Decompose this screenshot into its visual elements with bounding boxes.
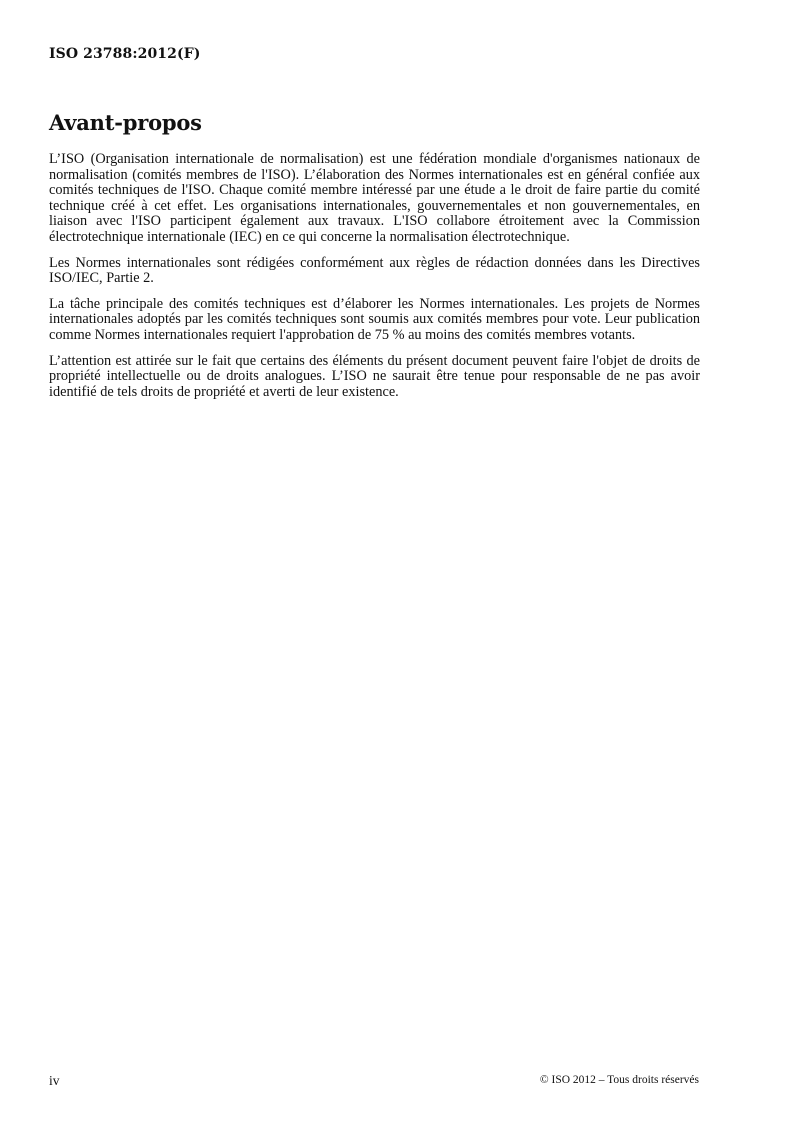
document-identifier: ISO 23788:2012(F): [49, 46, 201, 62]
page-title: Avant-propos: [49, 110, 202, 135]
paragraph-iso-organisation: L’ISO (Organisation internationale de normalisation) est une fédération mondiale d'organismes nationaux de normalisation (comités membres de l'ISO). L’élaboration des Normes internationales est en général confiée aux comités techniques de l'ISO. Chaque comité membre intéressé par une étude a le droit de faire partie du comité technique créé à cet effet. Les organisations internationales, gouvernementales et non gouvernementales, en liaison avec l'ISO participent également aux travaux. L'ISO collabore étroitement avec la Commission électrotechnique internationale (IEC) en ce qui concerne la normalisation électrotechnique.: [49, 151, 700, 245]
copyright-notice: © ISO 2012 – Tous droits réservés: [539, 1074, 699, 1086]
body-text: [49, 152, 700, 410]
paragraph-drafting-rules: Les Normes internationales sont rédigées conformément aux règles de rédaction données dans les Directives ISO/IEC, Partie 2.: [49, 254, 700, 287]
page-number: iv: [49, 1073, 60, 1088]
paragraph-technical-committees: La tâche principale des comités techniques est d’élaborer les Normes internationales. Les projets de Normes internationales adoptés par les comités techniques sont soumis aux comités membres pour vote. Leur publication comme Normes internationales requiert l'approbation de 75 % au moins des comités membres votants.: [49, 295, 700, 343]
paragraph-patent-rights: L’attention est attirée sur le fait que certains des éléments du présent document peuvent faire l'objet de droits de propriété intellectuelle ou de droits analogues. L’ISO ne saurait être tenue pour responsable de ne pas avoir identifié de tels droits de propriété et averti de leur existence.: [49, 352, 700, 400]
